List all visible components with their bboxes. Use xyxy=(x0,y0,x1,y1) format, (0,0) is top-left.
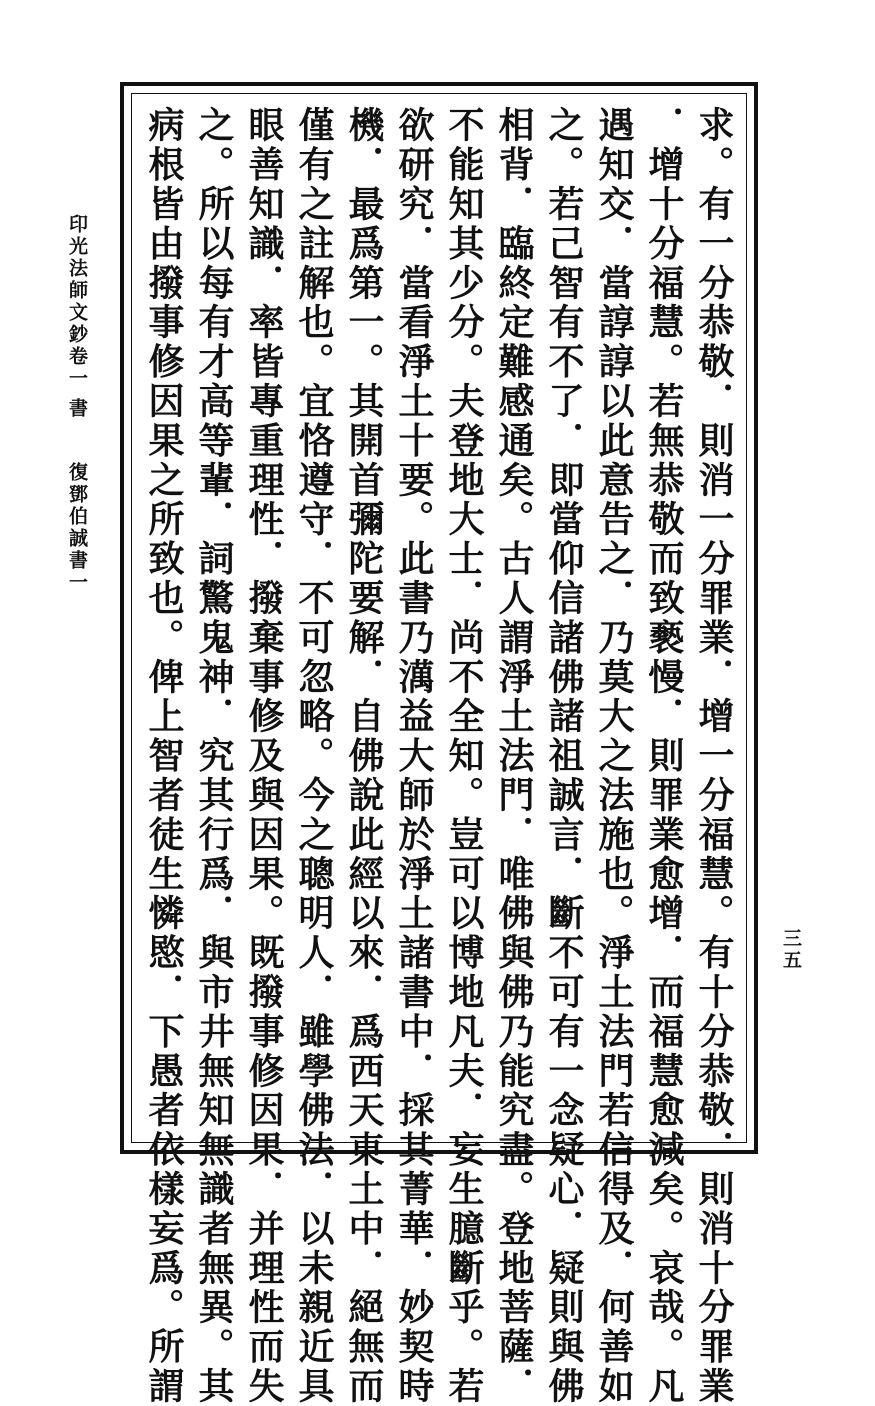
text-column-2: ．增十分福慧。若無恭敬而致褻慢．則罪業愈增．而福慧愈減矣。哀哉。凡 xyxy=(643,106,685,1406)
margin-book-title: 印光法師文鈔卷一 xyxy=(66,214,88,390)
text-column-1: 求。有一分恭敬．則消一分罪業．增一分福慧。有十分恭敬．則消十分罪業 xyxy=(693,106,735,1406)
text-column-4: 之。若己智有不了．即當仰信諸佛諸祖誠言．斷不可有一念疑心．疑則與佛 xyxy=(543,106,585,1406)
text-column-5: 相背．臨終定難感通矣。古人謂淨土法門．唯佛與佛乃能究盡。登地菩薩． xyxy=(493,106,535,1406)
margin-chapter: 書 xyxy=(66,398,88,420)
text-column-8: 機．最爲第一。其開首彌陀要解．自佛說此經以來．爲西天東土中．絕無而 xyxy=(343,106,385,1406)
margin-letter-title: 復鄧伯誠書一 xyxy=(66,462,88,594)
text-column-9: 僅有之註解也。宜恪遵守．不可忽略。今之聰明人．雖學佛法．以未親近具 xyxy=(293,106,335,1406)
text-column-10: 眼善知識．率皆專重理性．撥棄事修及與因果。既撥事修因果．并理性而失 xyxy=(243,106,285,1406)
text-column-12: 病根皆由撥事修因果之所致也。俾上智者徒生憐愍．下愚者依樣妄爲。所謂 xyxy=(143,106,185,1406)
page-number: 三五 xyxy=(780,928,802,972)
text-column-7: 欲研究．當看淨土十要。此書乃澫益大師於淨土諸書中．採其菁華．妙契時 xyxy=(393,106,435,1406)
text-column-3: 遇知交．當諄諄以此意告之．乃莫大之法施也。淨土法門若信得及．何善如 xyxy=(593,106,635,1406)
text-column-11: 之。所以每有才高等輩．詞驚鬼神．究其行爲．與市井無知無識者無異。其 xyxy=(193,106,235,1406)
text-column-6: 不能知其少分。夫登地大士．尚不全知。豈可以博地凡夫．妄生臆斷乎。若 xyxy=(443,106,485,1406)
